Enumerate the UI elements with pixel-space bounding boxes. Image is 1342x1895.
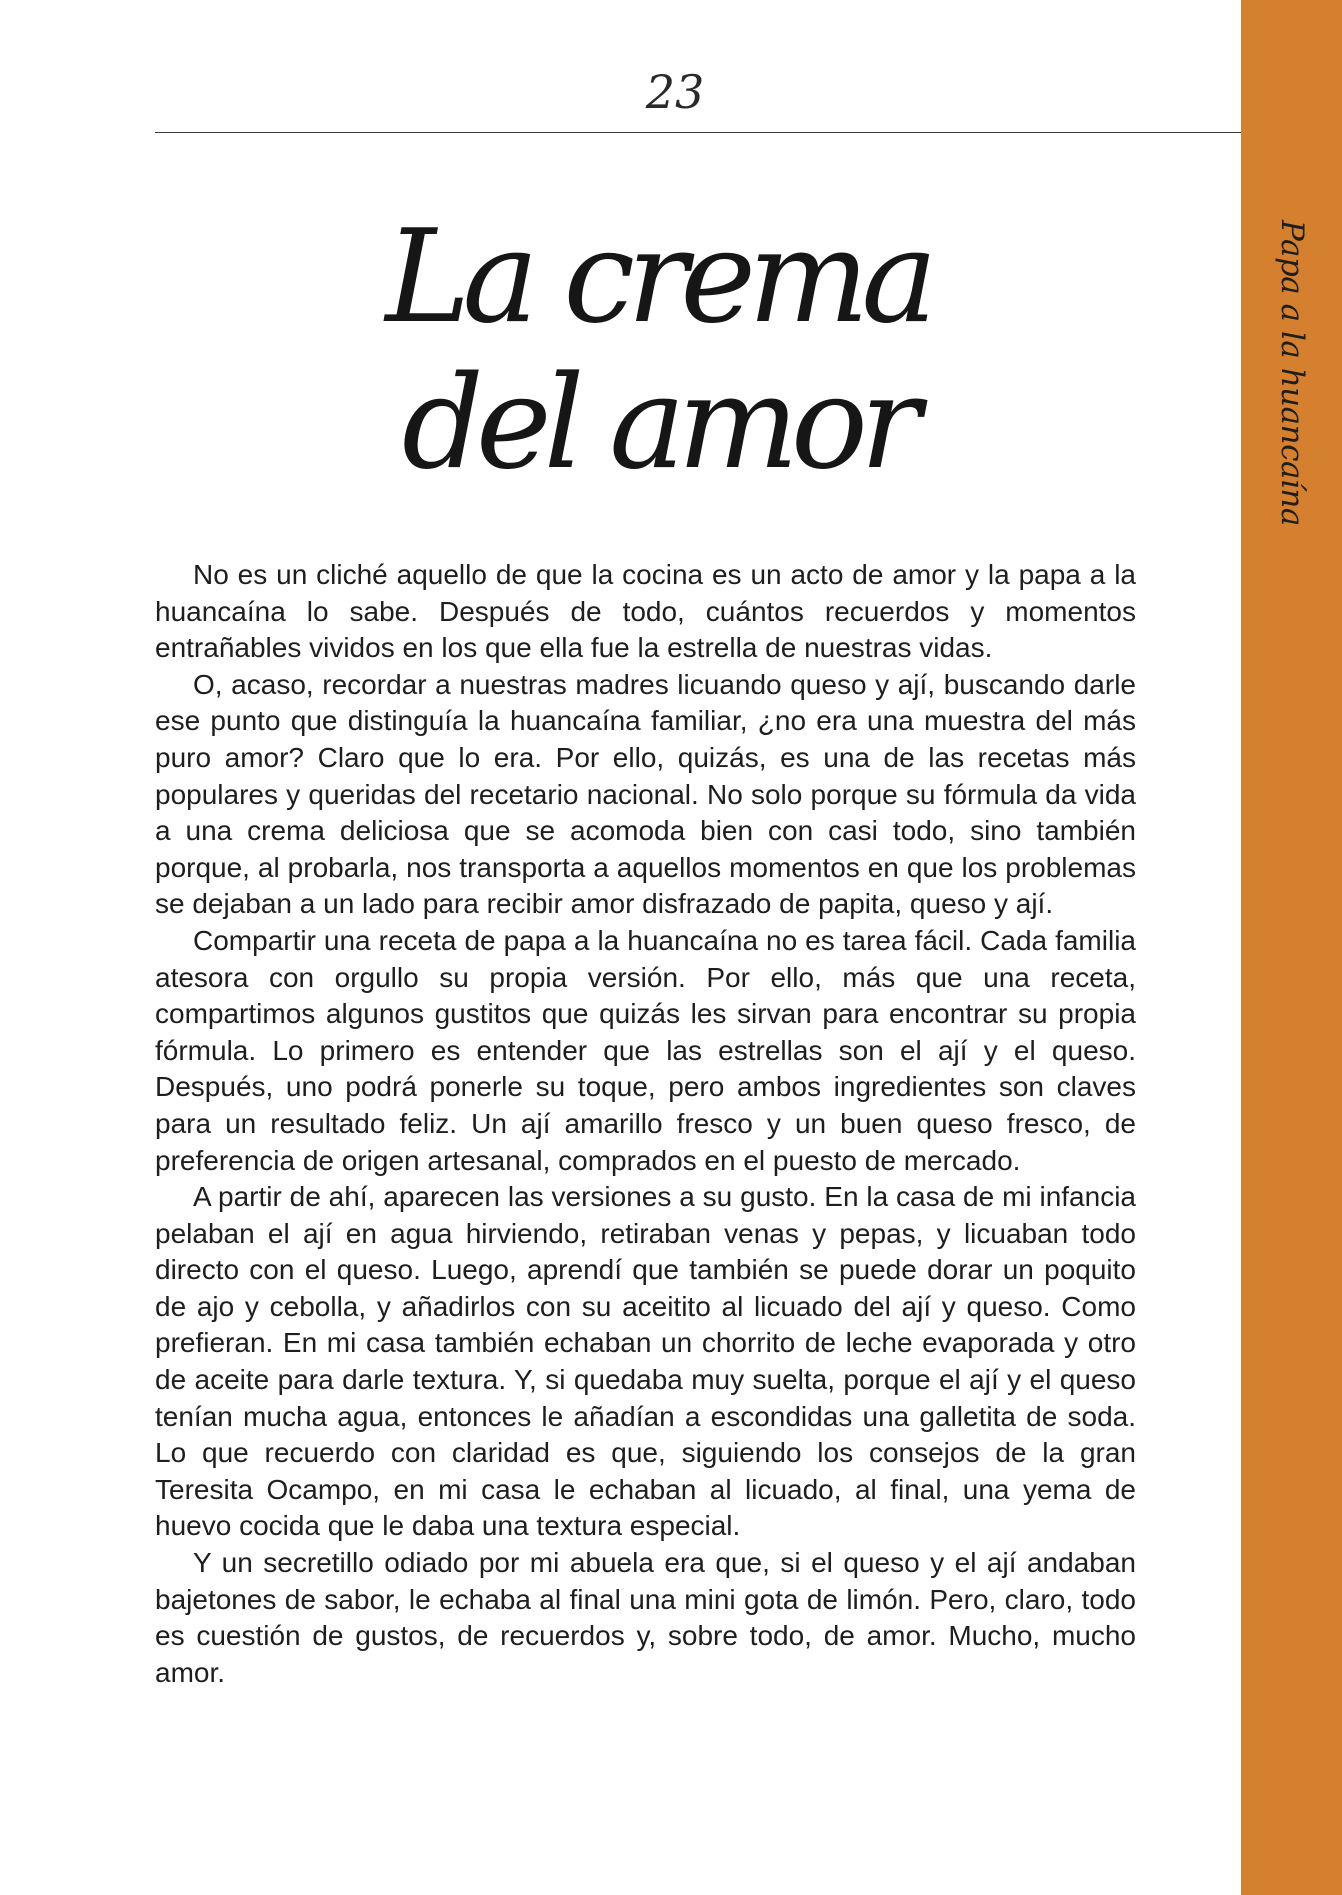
title-line-1: La crema xyxy=(385,203,930,352)
chapter-side-label: Papa a la huancaína xyxy=(1274,220,1310,526)
article-title xyxy=(155,205,1160,497)
paragraph-4: A partir de ahí, aparecen las versiones a su gusto. En la casa de mi infancia pelaban el ají en agua hirviendo, retiraban venas y pepas, y licuaban todo directo con el queso. Luego, aprendí que también se puede dorar un poquito de ajo y cebolla, y añadirlos con su aceitito al licuado del ají y queso. Como prefieran. En mi casa también echaban un chorrito de leche evaporada y otro de aceite para darle textura. Y, si quedaba muy suelta, porque el ají y el queso tenían mucha agua, entonces le añadían a escondidas una galletita de soda. Lo que recuerdo con claridad es que, siguiendo los consejos de la gran Teresita Ocampo, en mi casa le echaban al licuado, al final, una yema de huevo cocida que le daba una textura especial. xyxy=(155,1181,1136,1542)
header-rule xyxy=(155,132,1241,133)
paragraph-3: Compartir una receta de papa a la huancaína no es tarea fácil. Cada familia atesora con orgullo su propia versión. Por ello, más que una receta, compartimos algunos gustitos que quizás les sirvan para encontrar su propia fórmula. Lo primero es entender que las estrellas son el ají y el queso. Después, uno podrá ponerle su toque, pero ambos ingredientes son claves para un resultado feliz. Un ají amarillo fresco y un buen queso fresco, de preferencia de origen artesanal, comprados en el puesto de mercado. xyxy=(155,924,1136,1176)
title-line-2: del amor xyxy=(401,349,914,498)
paragraph-1: No es un cliché aquello de que la cocina es un acto de amor y la papa a la huancaína lo sabe. Después de todo, cuántos recuerdos y momentos entrañables vividos en los que ella fue la estrella de nuestras vidas. xyxy=(155,559,1136,664)
page-number: 23 xyxy=(645,65,705,119)
paragraph-2: O, acaso, recordar a nuestras madres licuando queso y ají, buscando darle ese punto que distinguía la huancaína familiar, ¿no era una muestra del más puro amor? Claro que lo era. Por ello, quizás, es una de las recetas más populares y queridas del recetario nacional. No solo porque su fórmula da vida a una crema deliciosa que se acomoda bien con casi todo, sino también porque, al probarla, nos transporta a aquellos momentos en que los problemas se dejaban a un lado para recibir amor disfrazado de papita, queso y ají. xyxy=(155,668,1136,920)
article-body xyxy=(155,557,1136,1691)
paragraph-5: Y un secretillo odiado por mi abuela era que, si el queso y el ají andaban bajetones de sabor, le echaba al final una mini gota de limón. Pero, claro, todo es cuestión de gustos, de recuerdos y, sobre todo, de amor. Mucho, mucho amor. xyxy=(155,1547,1136,1688)
